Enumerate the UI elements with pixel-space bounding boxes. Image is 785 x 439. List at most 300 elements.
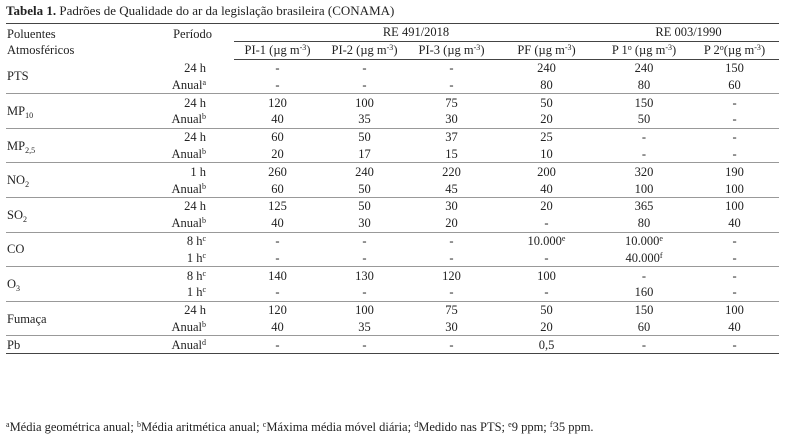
value-text: - — [641, 146, 647, 161]
value-cell — [598, 146, 690, 163]
table-row — [6, 301, 779, 318]
pollutant-label: Pb — [7, 337, 21, 352]
value-text: - — [362, 337, 367, 352]
value-text: - — [641, 337, 647, 352]
period-note: a — [202, 77, 206, 87]
value-cell — [495, 76, 598, 93]
value-text: - — [275, 233, 280, 248]
value-text: 150 — [634, 95, 654, 110]
period-cell — [146, 163, 234, 180]
value-cell — [495, 249, 598, 266]
value-text: 0,5 — [538, 337, 555, 352]
value-text: 40 — [271, 112, 284, 127]
value-text: - — [449, 233, 454, 248]
value-cell — [598, 163, 690, 180]
value-text: 365 — [634, 199, 654, 214]
value-cell — [408, 128, 495, 145]
pollutant-name — [6, 163, 146, 198]
pollutant-name — [6, 94, 146, 129]
value-text: 150 — [725, 60, 744, 75]
value-cell — [408, 146, 495, 163]
value-text: - — [732, 233, 737, 248]
value-cell — [234, 215, 321, 232]
pollutant-label: SO — [7, 207, 23, 222]
value-text: 37 — [445, 130, 458, 145]
footnote-marker: c — [262, 420, 267, 429]
pollutant-name — [6, 128, 146, 163]
value-cell — [598, 249, 690, 266]
value-text: 30 — [445, 319, 458, 334]
value-cell — [321, 319, 408, 336]
table-row — [6, 94, 779, 111]
period-note: c — [202, 268, 206, 278]
value-text: - — [275, 250, 280, 265]
value-text: - — [449, 60, 454, 75]
value-text: 30 — [445, 199, 458, 214]
pollutant-subscript: 10 — [25, 110, 34, 120]
period-cell — [146, 59, 234, 76]
value-cell — [234, 146, 321, 163]
header-col-pi1: PI-1 (µg $m^{-3}$) — [234, 41, 321, 59]
value-text: - — [449, 337, 454, 352]
value-cell — [598, 319, 690, 336]
value-cell — [321, 249, 408, 266]
period-note: c — [202, 233, 206, 243]
period-label: 24 h — [184, 60, 206, 75]
value-text: 35 — [358, 112, 371, 127]
value-cell — [234, 267, 321, 284]
value-cell — [690, 197, 779, 214]
value-cell — [408, 215, 495, 232]
value-cell — [690, 94, 779, 111]
value-text: 20 — [271, 146, 284, 161]
table-row — [6, 197, 779, 214]
value-text: 10 — [540, 146, 553, 161]
value-cell — [690, 232, 779, 249]
value-text: - — [362, 233, 367, 248]
footnote-text: Máxima média móvel diária; — [266, 420, 415, 434]
value-cell — [598, 301, 690, 318]
period-label: 8 h — [186, 268, 203, 283]
value-cell — [234, 232, 321, 249]
value-note: f — [659, 250, 663, 260]
value-cell — [408, 197, 495, 214]
value-text: 25 — [540, 130, 553, 145]
value-text: 320 — [634, 164, 654, 179]
value-cell — [495, 232, 598, 249]
value-text: 40 — [540, 181, 553, 196]
footnote-marker: a — [6, 420, 10, 429]
value-cell — [690, 59, 779, 76]
value-text: - — [732, 268, 737, 283]
value-cell — [495, 59, 598, 76]
period-label: 24 h — [184, 130, 206, 145]
pollutant-label: MP — [7, 138, 26, 153]
value-text: 50 — [358, 181, 371, 196]
period-cell — [146, 215, 234, 232]
value-cell — [495, 215, 598, 232]
value-cell — [598, 180, 690, 197]
value-note: e — [659, 233, 663, 243]
value-cell — [690, 163, 779, 180]
value-text: 10.000 — [527, 233, 562, 248]
pollutant-subscript: 3 — [16, 283, 21, 293]
value-cell — [321, 111, 408, 128]
period-cell — [146, 336, 234, 354]
value-text: 15 — [445, 146, 458, 161]
table-row — [6, 59, 779, 76]
value-text: 40 — [271, 216, 284, 231]
pollutant-label: O — [7, 276, 17, 291]
period-cell — [146, 319, 234, 336]
pollutant-label: PTS — [7, 69, 29, 84]
value-cell — [234, 180, 321, 197]
value-cell — [495, 128, 598, 145]
value-text: 50 — [358, 130, 371, 145]
value-cell — [598, 76, 690, 93]
value-text: - — [275, 60, 280, 75]
value-cell — [690, 76, 779, 93]
value-text: - — [449, 77, 454, 92]
value-cell — [598, 215, 690, 232]
header-col-pf: PF (µg $m^{-3}$) — [495, 41, 598, 59]
period-note: d — [202, 337, 206, 347]
value-cell — [234, 111, 321, 128]
value-cell — [234, 163, 321, 180]
footnote-marker: f — [549, 420, 553, 429]
period-cell — [146, 146, 234, 163]
header-group-re491: RE 491/2018 — [234, 24, 598, 42]
period-note: b — [202, 319, 206, 329]
pollutant-name — [6, 197, 146, 232]
value-cell — [690, 284, 779, 301]
pollutant-subscript: 2,5 — [25, 145, 36, 155]
value-text: 75 — [445, 303, 458, 318]
footnote-text: 35 ppm. — [552, 420, 594, 434]
value-text: - — [732, 337, 737, 352]
value-cell — [234, 128, 321, 145]
value-cell — [598, 59, 690, 76]
value-cell — [234, 284, 321, 301]
value-cell — [495, 180, 598, 197]
header-row-1 — [6, 24, 779, 42]
value-text: - — [449, 250, 454, 265]
value-cell — [408, 94, 495, 111]
value-text: 75 — [445, 95, 458, 110]
value-text: - — [544, 285, 549, 300]
table-caption — [6, 3, 394, 19]
value-text: - — [732, 250, 737, 265]
header-col-p1: P 1$^o$ (µg $m^{-3}$) — [598, 41, 690, 59]
value-text: - — [641, 268, 647, 283]
value-text: - — [732, 130, 737, 145]
header-poluentes: Poluentes Atmosféricos — [6, 24, 146, 60]
value-text: 40 — [728, 319, 741, 334]
period-note: b — [202, 112, 206, 122]
value-cell — [690, 215, 779, 232]
value-cell — [408, 163, 495, 180]
value-text: 30 — [358, 216, 371, 231]
value-cell — [408, 59, 495, 76]
pollutant-label: Fumaça — [7, 311, 47, 326]
value-cell — [495, 301, 598, 318]
header-col-pi3: PI-3 (µg $m^{-3}$) — [408, 41, 495, 59]
value-text: - — [732, 146, 737, 161]
pollutant-subscript: 2 — [25, 180, 30, 190]
value-cell — [598, 284, 690, 301]
value-cell — [321, 215, 408, 232]
caption-text: Padrões de Qualidade do ar da legislação brasileira (CONAMA) — [56, 3, 395, 18]
value-text: 60 — [728, 77, 741, 92]
value-cell — [495, 146, 598, 163]
value-cell — [408, 180, 495, 197]
value-cell — [690, 267, 779, 284]
value-cell — [234, 94, 321, 111]
pollutant-label: CO — [7, 242, 25, 257]
period-cell — [146, 76, 234, 93]
value-text: 220 — [442, 164, 461, 179]
period-note: c — [202, 250, 206, 260]
footnote-text: Média aritmética anual; — [140, 420, 263, 434]
value-cell — [495, 94, 598, 111]
period-note: b — [202, 146, 206, 156]
value-cell — [234, 319, 321, 336]
header-col-pi2: PI-2 (µg $m^{-3}$) — [321, 41, 408, 59]
value-text: 150 — [634, 303, 654, 318]
value-cell — [321, 267, 408, 284]
value-text: 125 — [268, 199, 287, 214]
caption-label: Tabela 1. — [6, 3, 57, 18]
value-text: - — [362, 60, 367, 75]
period-label: 1 h — [190, 164, 206, 179]
value-cell — [495, 163, 598, 180]
period-cell — [146, 180, 234, 197]
value-cell — [321, 301, 408, 318]
value-text: 240 — [537, 60, 556, 75]
value-cell — [321, 284, 408, 301]
footnote-text: 9 ppm; — [511, 420, 550, 434]
period-label: Anual — [171, 337, 202, 352]
value-cell — [598, 232, 690, 249]
value-text: - — [641, 130, 647, 145]
value-cell — [598, 336, 690, 354]
value-cell — [321, 146, 408, 163]
value-text: 60 — [271, 130, 284, 145]
pollutant-name — [6, 336, 146, 354]
table-row — [6, 267, 779, 284]
value-cell — [408, 336, 495, 354]
value-cell — [234, 249, 321, 266]
value-text: 30 — [445, 112, 458, 127]
value-cell — [690, 146, 779, 163]
value-cell — [408, 111, 495, 128]
value-cell — [408, 319, 495, 336]
value-cell — [495, 319, 598, 336]
value-cell — [234, 59, 321, 76]
value-cell — [690, 111, 779, 128]
value-cell — [598, 128, 690, 145]
value-text: 80 — [637, 77, 651, 92]
period-cell — [146, 128, 234, 145]
value-cell — [495, 284, 598, 301]
value-text: - — [544, 216, 549, 231]
footnotes — [6, 420, 594, 435]
value-text: 120 — [268, 303, 287, 318]
period-note: b — [202, 216, 206, 226]
value-text: - — [732, 112, 737, 127]
footnote-marker: e — [508, 420, 512, 429]
value-cell — [598, 94, 690, 111]
value-text: 20 — [540, 319, 553, 334]
footnote-text: Média geométrica anual; — [9, 420, 137, 434]
header-col-p2: P 2$^o$(µg $m^{-3}$) — [690, 41, 779, 59]
value-text: - — [275, 285, 280, 300]
value-text: 130 — [355, 268, 374, 283]
value-cell — [690, 128, 779, 145]
value-cell — [321, 197, 408, 214]
value-cell — [321, 163, 408, 180]
period-label: 24 h — [184, 303, 206, 318]
value-cell — [321, 232, 408, 249]
pollutant-label: NO — [7, 173, 26, 188]
value-cell — [408, 284, 495, 301]
value-text: - — [362, 77, 367, 92]
value-text: - — [275, 77, 280, 92]
pollutant-label: MP — [7, 103, 26, 118]
value-cell — [234, 197, 321, 214]
period-cell — [146, 94, 234, 111]
value-text: 100 — [725, 199, 744, 214]
table-row — [6, 336, 779, 354]
value-cell — [321, 336, 408, 354]
value-text: 100 — [725, 181, 744, 196]
value-cell — [690, 249, 779, 266]
period-label: Anual — [171, 216, 202, 231]
value-text: 80 — [637, 216, 651, 231]
value-text: 100 — [725, 303, 744, 318]
value-text: 40.000 — [625, 250, 660, 265]
value-cell — [234, 76, 321, 93]
table-row — [6, 232, 779, 249]
period-label: Anual — [171, 319, 202, 334]
table-row — [6, 128, 779, 145]
table-row — [6, 163, 779, 180]
header-periodo: Período — [146, 24, 234, 60]
value-cell — [598, 197, 690, 214]
value-text: 160 — [634, 285, 654, 300]
value-cell — [321, 76, 408, 93]
value-cell — [690, 180, 779, 197]
value-text: 50 — [540, 95, 553, 110]
period-label: 24 h — [184, 95, 206, 110]
value-text: 120 — [268, 95, 287, 110]
value-text: - — [732, 285, 737, 300]
pollutant-name — [6, 267, 146, 302]
value-cell — [321, 128, 408, 145]
period-cell — [146, 284, 234, 301]
period-cell — [146, 249, 234, 266]
header-group-re003: RE 003/1990 — [598, 24, 779, 42]
value-cell — [690, 319, 779, 336]
pollutant-name — [6, 59, 146, 94]
pollutant-name — [6, 301, 146, 336]
value-cell — [408, 249, 495, 266]
value-cell — [495, 336, 598, 354]
period-label: Anual — [171, 146, 202, 161]
footnote-marker: b — [136, 420, 141, 429]
value-text: 50 — [358, 199, 371, 214]
footnote-marker: d — [414, 420, 419, 429]
period-cell — [146, 232, 234, 249]
value-text: - — [449, 285, 454, 300]
value-text: - — [275, 337, 280, 352]
period-label: Anual — [171, 181, 202, 196]
value-cell — [234, 301, 321, 318]
value-cell — [408, 232, 495, 249]
value-text: 20 — [540, 199, 553, 214]
value-text: 140 — [268, 268, 287, 283]
value-cell — [495, 267, 598, 284]
value-text: 100 — [355, 303, 374, 318]
value-text: - — [362, 250, 367, 265]
value-cell — [690, 301, 779, 318]
value-cell — [234, 336, 321, 354]
value-text: 190 — [725, 164, 744, 179]
value-text: 17 — [358, 146, 371, 161]
table-body — [6, 59, 779, 354]
footnote-text: Medido nas PTS; — [418, 420, 509, 434]
value-text: 10.000 — [625, 233, 660, 248]
value-text: 60 — [271, 181, 284, 196]
value-cell — [598, 267, 690, 284]
period-cell — [146, 267, 234, 284]
value-text: 100 — [634, 181, 654, 196]
air-quality-table — [6, 23, 779, 354]
period-label: 1 h — [186, 250, 203, 265]
value-text: - — [362, 285, 367, 300]
value-cell — [408, 301, 495, 318]
value-text: 20 — [540, 112, 553, 127]
period-label: 8 h — [186, 233, 203, 248]
value-text: 50 — [540, 303, 553, 318]
value-text: 35 — [358, 319, 371, 334]
value-text: 60 — [637, 319, 651, 334]
period-label: 1 h — [186, 285, 203, 300]
value-text: 240 — [634, 60, 654, 75]
value-text: - — [732, 95, 737, 110]
value-text: 50 — [637, 112, 651, 127]
pollutant-name — [6, 232, 146, 267]
value-cell — [408, 267, 495, 284]
value-cell — [321, 94, 408, 111]
value-cell — [690, 336, 779, 354]
period-label: 24 h — [184, 199, 206, 214]
period-note: c — [202, 285, 206, 295]
value-text: 100 — [537, 268, 556, 283]
pollutant-subscript: 2 — [22, 214, 27, 224]
value-text: 40 — [728, 216, 741, 231]
value-text: 45 — [445, 181, 458, 196]
value-text: 40 — [271, 319, 284, 334]
value-cell — [321, 59, 408, 76]
value-text: - — [544, 250, 549, 265]
value-cell — [495, 197, 598, 214]
value-text: 20 — [445, 216, 458, 231]
period-cell — [146, 197, 234, 214]
value-text: 260 — [268, 164, 287, 179]
period-cell — [146, 111, 234, 128]
period-note: b — [202, 181, 206, 191]
